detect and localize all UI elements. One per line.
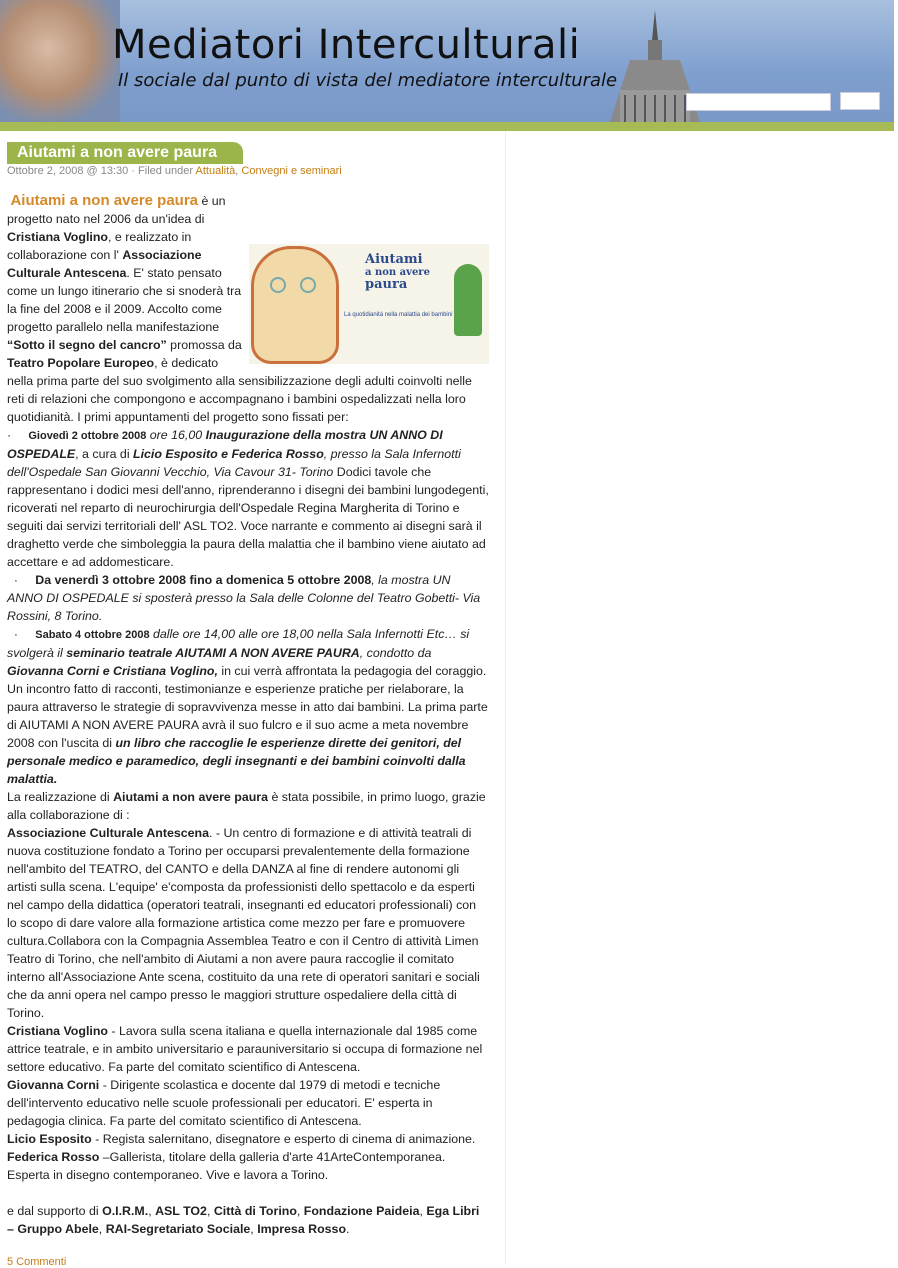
bio-esposito: Licio Esposito - Regista salernitano, disegnatore e esperto di cinema di animazione. xyxy=(7,1132,476,1146)
event-item: · Giovedì 2 ottobre 2008 ore 16,00 Inaugurazione della mostra UN ANNO DI OSPEDALE, a cura di Licio Esposito e Federica Rosso, presso la Sala Infernotti dell'Ospedale San Giovanni Vecchio, Via Cavour 31- Torino Dodici tavole che rappresentano i dodici mesi dell'anno, riprenderanno i disegni dei bambini lungodegenti, ricoverati nel reparto di neurochirurgia dell'Ospedale Regina Margherita di Torino e seguiti dai servizi territoriali dell' ASL TO2. Voce narrante e commento ai disegni sarà il draghetto verde che simboleggia la paura della malattia che il bambino viene aiutato ad accettare e ad addomesticare. xyxy=(7,428,489,569)
search-input[interactable] xyxy=(686,93,831,111)
intro-paragraph: Aiutami a non avere paura è un progetto nato nel 2006 da un'idea di Cristiana Voglino, e realizzato in collaborazione con l' Associazione Culturale Antescena. E' stato pensato come un lungo itinerario che si snoderà tra la fine del 2008 e il 2009. Accolto come progetto parallelo nella manifestazione “Sotto il segno del cancro” promossa da Teatro Popolare Europeo, è dedicato nella prima parte del suo svolgimento alla sensibilizzazione degli adulti coinvolti nelle reti di relazioni che compongono e accompagnano i bambini ospedalizzati nella loro quotidianità. I primi appuntamenti del progetto sono fissati per: xyxy=(7,192,472,424)
antescena-paragraph: Associazione Culturale Antescena. - Un centro di formazione e di attività teatrali di nuova costituzione fondato a Torino per occuparsi prevalentemente della formazione nell'ambito del TEATRO, del CANTO e della DANZA al fine di rendere autonomi gli artisti sulla scena. L'equipe' e'composta da professionisti dello spettacolo e da esperti nel campo della didattica (operatori teatrali, insegnanti ed educatori professionali) con lo scopo di dare valore alla formazione artistica come mezzo per fare e promuovere cultura.Collabora con la Compagnia Assemblea Teatro e con il Centro di attività Limen Teatro di Torino, che nell'ambito di Aiutami a non avere paura raccoglie il comitato interno all'Associazione Ante scena, costituito da una rete di operatori sanitari e sociali che da anni opera nel campo presso le maggiori strutture ospedaliere della città di Torino. xyxy=(7,826,480,1020)
header-divider xyxy=(0,122,894,131)
event-item: · Da venerdì 3 ottobre 2008 fino a domenica 5 ottobre 2008, la mostra UN ANNO DI OSPEDALE si sposterà presso la Sala delle Colonne del Teatro Gobetti- Via Rossini, 8 Torino. xyxy=(7,573,481,623)
bio-rosso: Federica Rosso –Gallerista, titolare della galleria d'arte 41ArteContemporanea. Esperta in disegno contemporaneo. Vive e lavora a Torino. xyxy=(7,1150,446,1182)
category-link-attualita[interactable]: Attualità xyxy=(195,165,236,177)
collaboration-paragraph: La realizzazione di Aiutami a non avere paura è stata possibile, in primo luogo, grazie alla collaborazione di : xyxy=(7,790,486,822)
post-content xyxy=(7,192,489,1238)
post-date: Ottobre 2, 2008 @ 13:30 xyxy=(7,165,129,177)
event-item: · Sabato 4 ottobre 2008 dalle ore 14,00 alle ore 18,00 nella Sala Infernotti Etc… si svolgerà il seminario teatrale AIUTAMI A NON AVERE PAURA, condotto da Giovanna Corni e Cristiana Voglino, in cui verrà affrontata la pedagogia del coraggio. Un incontro fatto di racconti, testimonianze e esperienze pratiche per rielaborare, la paura attraverso le strategie di sopravvivenza messe in atto dai bambini. La prima parte di AIUTAMI A NON AVERE PAURA avrà il suo fulcro e il suo acme a meta novembre 2008 con l'uscita di un libro che raccoglie le esperienze dirette dei genitori, del personale medico e paramedico, degli insegnanti e dei bambini coinvolti dalla malattia. xyxy=(7,627,488,786)
header-hands-image xyxy=(0,0,120,122)
bio-voglino: Cristiana Voglino - Lavora sulla scena italiana e quella internazionale dal 1985 come attrice teatrale, e in ambito universitario e parauniversitario si occupa di formazione nel settore educativo. Fa parte del comitato scientifico di Antescena. xyxy=(7,1024,483,1074)
image-subtitle: La quotidianità nella malattia dei bambini xyxy=(344,312,453,318)
search-button[interactable] xyxy=(840,92,880,110)
bio-corni: Giovanna Corni - Dirigente scolastica e docente dal 1979 di metodi e tecniche dell'intervento educativo nelle scuole professionali per educatori. E' esperta in pedagogia clinica. Fa parte del comitato scientifico di Antescena. xyxy=(7,1078,441,1128)
post-meta: Ottobre 2, 2008 @ 13:30 · Filed under Attualità, Convegni e seminari xyxy=(7,165,342,177)
green-dragon-image xyxy=(454,264,482,336)
site-title[interactable]: Mediatori Interculturali xyxy=(112,22,581,68)
comments-link[interactable]: 5 Commenti xyxy=(7,1256,67,1268)
spacer xyxy=(7,1184,489,1202)
filed-under-label: · Filed under xyxy=(131,165,194,177)
sidebar-divider xyxy=(505,131,506,1264)
site-header xyxy=(0,0,894,122)
child-drawing-image xyxy=(251,246,339,364)
supporters-paragraph: e dal supporto di O.I.R.M., ASL TO2, Città di Torino, Fondazione Paideia, Ega Libri – Gruppo Abele, RAI-Segretariato Sociale, Impresa Rosso. xyxy=(7,1204,480,1236)
post-image xyxy=(249,244,489,364)
image-title: Aiutami a non avere paura xyxy=(365,252,430,292)
site-tagline: Il sociale dal punto di vista del mediatore interculturale xyxy=(118,70,618,91)
post-title[interactable]: Aiutami a non avere paura xyxy=(7,142,243,164)
category-link-convegni[interactable]: Convegni e seminari xyxy=(241,165,342,177)
